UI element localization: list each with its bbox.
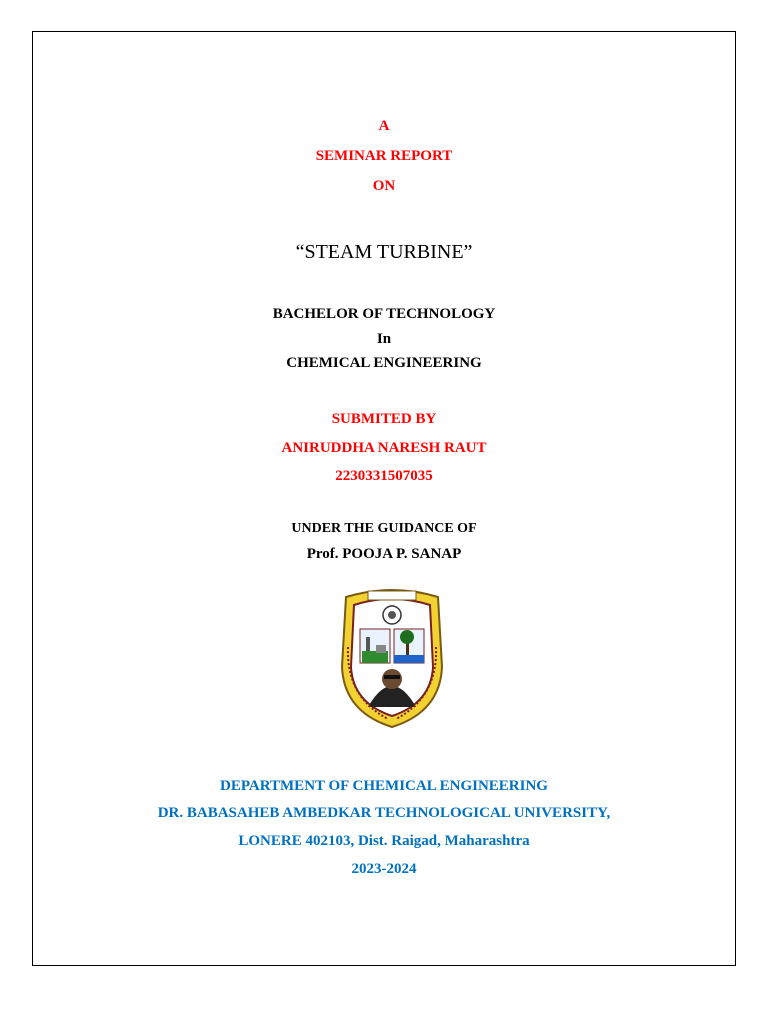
student-name: ANIRUDDHA NARESH RAUT xyxy=(281,440,487,456)
degree-in: In xyxy=(376,331,392,347)
guide-name: Prof. POOJA P. SANAP xyxy=(306,546,462,562)
academic-year: 2023-2024 xyxy=(351,861,417,877)
department-name: DEPARTMENT OF CHEMICAL ENGINEERING xyxy=(220,778,548,794)
university-name: DR. BABASAHEB AMBEDKAR TECHNOLOGICAL UNIVERSITY, xyxy=(157,805,611,821)
university-emblem-icon xyxy=(338,587,446,730)
submitted-by-label: SUBMITED BY xyxy=(331,411,437,427)
degree-branch: CHEMICAL ENGINEERING xyxy=(286,355,482,371)
guidance-label: UNDER THE GUIDANCE OF xyxy=(291,521,477,536)
header-seminar-report: SEMINAR REPORT xyxy=(315,148,453,164)
degree-name: BACHELOR OF TECHNOLOGY xyxy=(272,306,496,322)
header-a: A xyxy=(378,118,390,134)
student-id: 2230331507035 xyxy=(335,468,433,484)
university-address: LONERE 402103, Dist. Raigad, Maharashtra xyxy=(238,833,530,849)
report-title: “STEAM TURBINE” xyxy=(295,241,473,263)
header-on: ON xyxy=(372,178,396,194)
page-border xyxy=(32,31,736,966)
